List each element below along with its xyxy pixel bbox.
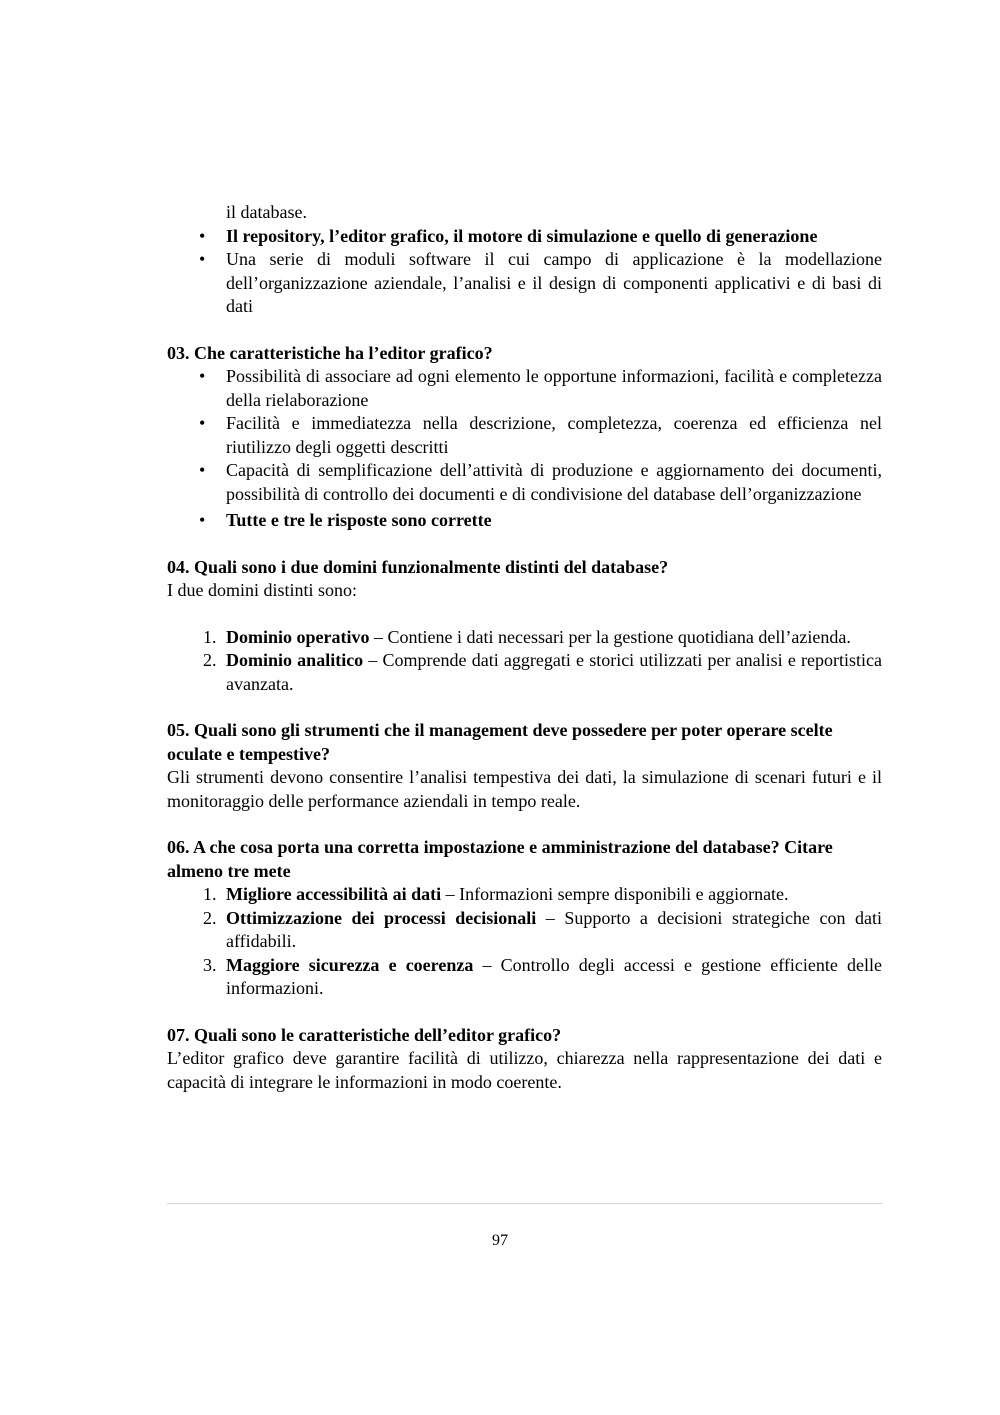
- option-bold: Il repository, l’editor grafico, il motore di simulazione e quello di generazione: [226, 225, 818, 246]
- q04-items: [167, 626, 882, 697]
- answer-04-intro: I due domini distinti sono:: [167, 580, 358, 600]
- option-text: Una serie di moduli software il cui campo di applicazione è la modellazione dell’organizzazione aziendale, l’analisi e il design di componenti applicativi e di basi di dati: [226, 249, 882, 316]
- option-text: Possibilità di associare ad ogni elemento le opportune informazioni, facilità e completezza della rielaborazione: [226, 366, 882, 410]
- item-text: – Informazioni sempre disponibili e aggiornate.: [441, 884, 789, 904]
- option-item: [167, 509, 882, 533]
- question-07: 07. Quali sono le caratteristiche dell’editor grafico?: [167, 1024, 562, 1045]
- item-text: – Contiene i dati necessari per la gestione quotidiana dell’azienda.: [369, 626, 851, 647]
- intro-options: [167, 225, 882, 319]
- option-bold: Tutte e tre le risposte sono corrette: [226, 510, 492, 530]
- question-03: 03. Che caratteristiche ha l’editor grafico?: [167, 342, 493, 363]
- bullet-icon: •: [199, 225, 206, 246]
- page-content: [167, 201, 882, 1094]
- question-05: 05. Quali sono gli strumenti che il management deve possedere per poter operare scelte oculate e tempestive?: [167, 720, 833, 764]
- answer-07: L’editor grafico deve garantire facilità di utilizzo, chiarezza nella rappresentazione dei dati e capacità di integrare le informazioni in modo coerente.: [167, 1048, 882, 1092]
- option-text: Facilità e immediatezza nella descrizione, completezza, coerenza ed efficienza nel riutilizzo degli oggetti descritti: [226, 413, 882, 457]
- option-item: [167, 248, 882, 319]
- option-item: [167, 459, 882, 506]
- item-title: Dominio operativo: [226, 626, 370, 647]
- item-title: Maggiore sicurezza e coerenza: [226, 954, 474, 975]
- list-item: [167, 907, 882, 954]
- item-text: – Supporto a decisioni strategiche con dati affidabili.: [226, 907, 882, 951]
- footer-divider: [167, 1203, 882, 1204]
- item-text: – Comprende dati aggregati e storici utilizzati per analisi e reportistica avanzata.: [226, 650, 882, 694]
- bullet-icon: •: [199, 510, 206, 530]
- option-item: [167, 365, 882, 412]
- option-item: [167, 225, 882, 249]
- item-number: 2.: [203, 907, 217, 928]
- question-06: 06. A che cosa porta una corretta impostazione e amministrazione del database? Citare almeno tre mete: [167, 837, 833, 881]
- bullet-icon: •: [199, 366, 206, 386]
- question-04: 04. Quali sono i due domini funzionalmente distinti del database?: [167, 556, 669, 577]
- list-item: [167, 883, 882, 907]
- item-text: – Controllo degli accessi e gestione efficiente delle informazioni.: [226, 954, 882, 998]
- list-item: [167, 626, 882, 650]
- q06-items: [167, 883, 882, 1001]
- bullet-icon: •: [199, 249, 206, 269]
- option-item: [167, 412, 882, 459]
- item-title: Dominio analitico: [226, 650, 364, 670]
- item-title: Ottimizzazione dei processi decisionali: [226, 907, 537, 928]
- option-text: Capacità di semplificazione dell’attività di produzione e aggiornamento dei documenti, possibilità di controllo dei documenti e di condivisione del database dell’organizzazione: [226, 460, 882, 504]
- item-number: 1.: [203, 626, 217, 647]
- answer-05: Gli strumenti devono consentire l’analisi tempestiva dei dati, la simulazione di scenari futuri e il monitoraggio delle performance aziendali in tempo reale.: [167, 767, 882, 811]
- list-item: [167, 649, 882, 696]
- page-number: 97: [492, 1232, 508, 1249]
- q03-options: [167, 365, 882, 533]
- bullet-icon: •: [199, 413, 206, 433]
- item-title: Migliore accessibilità ai dati: [226, 884, 442, 904]
- item-number: 3.: [203, 954, 217, 975]
- item-number: 1.: [203, 884, 217, 904]
- item-number: 2.: [203, 650, 217, 670]
- bullet-icon: •: [199, 460, 206, 480]
- list-item: [167, 954, 882, 1001]
- intro-continuation: il database.: [226, 202, 307, 222]
